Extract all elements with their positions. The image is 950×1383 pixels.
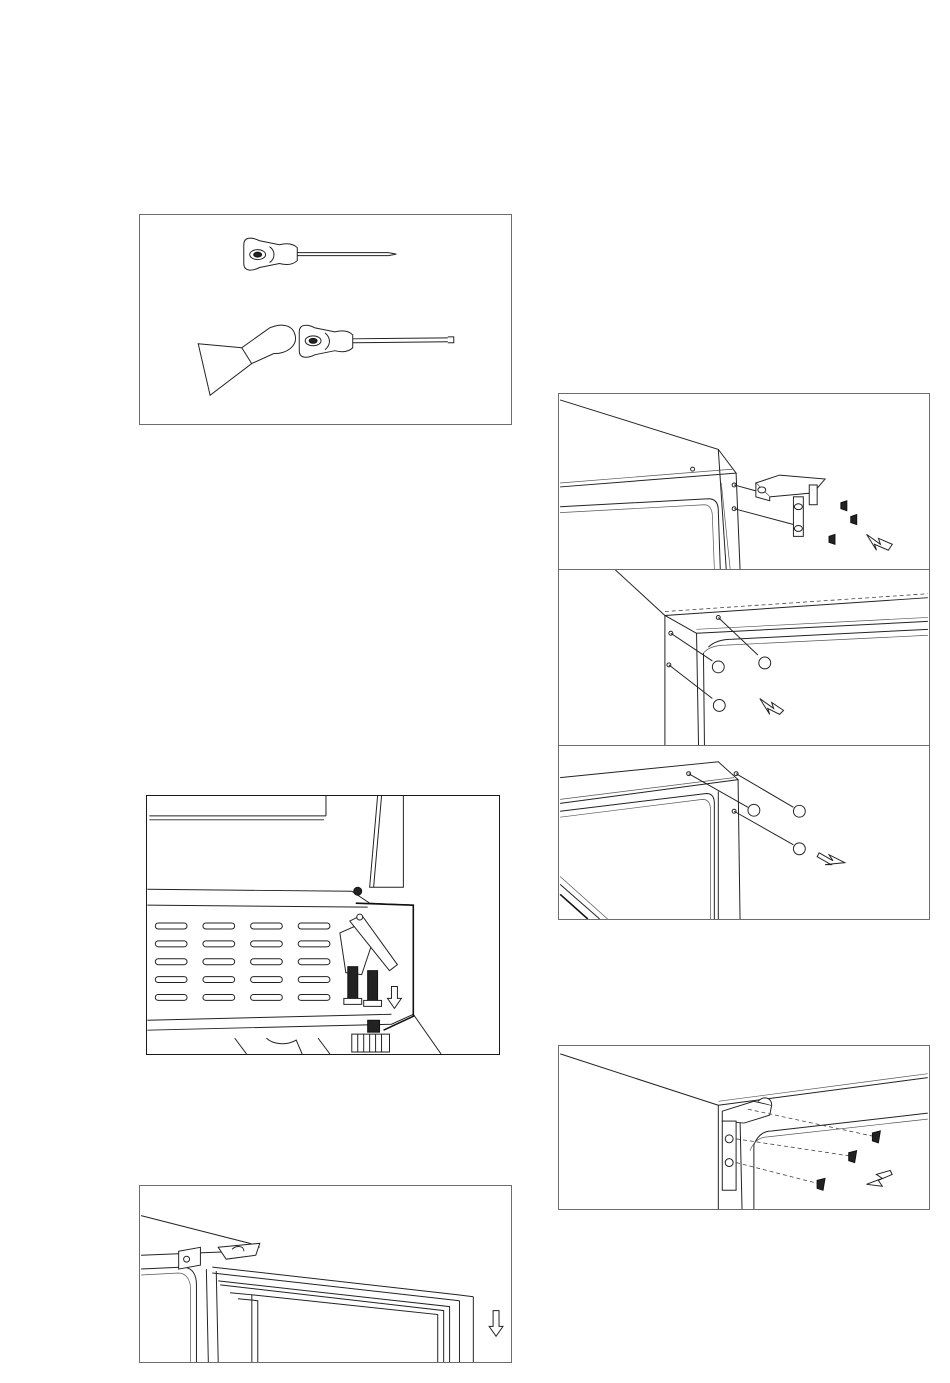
flat-screwdriver-icon <box>299 325 454 357</box>
arrow-icon <box>817 853 845 865</box>
bottom-hinge-figure <box>146 795 500 1055</box>
bottom-hinge-illustration <box>147 796 499 1054</box>
hinge-refit-illustration <box>559 1046 929 1209</box>
hole-plugs-inserted-illustration <box>559 746 929 919</box>
hinge-bracket-figure <box>558 393 930 570</box>
hole-plugs-removed-illustration <box>559 570 929 745</box>
vent-slots <box>155 923 330 1000</box>
door-lift-figure <box>139 1185 512 1363</box>
hinge-icon <box>756 475 825 536</box>
arrow-icon <box>760 699 784 715</box>
hole-plugs-removed-figure <box>558 569 930 746</box>
screw-icon <box>817 1131 880 1190</box>
arrow-icon <box>866 1170 892 1186</box>
tools-illustration <box>140 215 511 424</box>
arrow-icon <box>388 987 402 1009</box>
phillips-screwdriver-icon <box>244 238 397 270</box>
hinge-refit-figure <box>558 1045 930 1210</box>
plug-icon <box>712 657 770 711</box>
plug-icon <box>748 804 805 854</box>
door-lift-illustration <box>140 1186 511 1362</box>
hinge-icon <box>179 1243 260 1269</box>
hole-plugs-inserted-figure <box>558 745 930 920</box>
hinge-icon <box>340 887 398 974</box>
arrow-icon <box>489 1311 503 1337</box>
tools-figure <box>139 214 512 425</box>
hinge-icon <box>722 1098 771 1190</box>
arrow-icon <box>867 534 893 550</box>
hinge-bracket-illustration <box>559 394 929 569</box>
screw-icon <box>829 501 857 545</box>
putty-knife-icon <box>198 325 295 395</box>
